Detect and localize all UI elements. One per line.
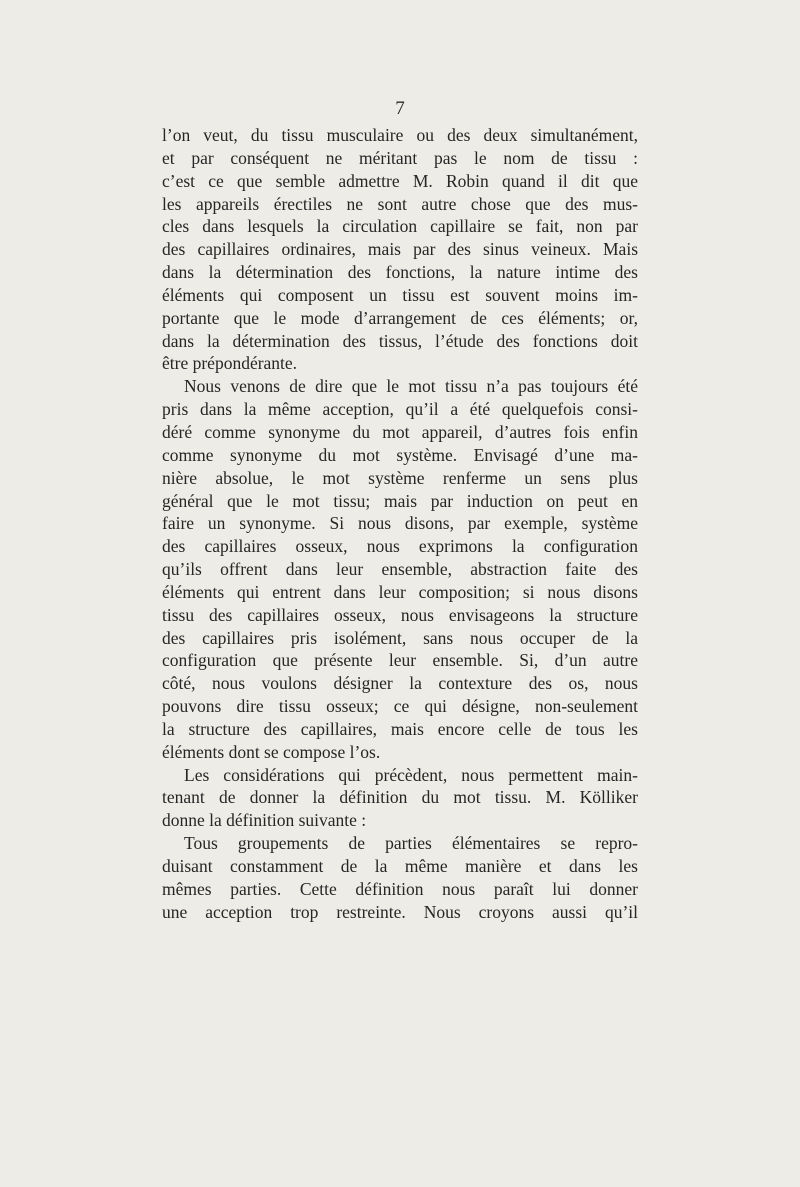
text-line: pris dans la même acception, qu’il a été quelquefois consi- [162, 399, 638, 420]
text-line: et par conséquent ne méritant pas le nom de tissu : [162, 147, 638, 168]
text-line: éléments qui composent un tissu est souvent moins im- [162, 284, 638, 305]
text-line: duisant constamment de la même manière et dans les [162, 856, 638, 876]
text-line: cles dans lesquels la circulation capillaire se fait, non par [162, 216, 638, 237]
text-line: des capillaires ordinaires, mais par des sinus veineux. Mais [162, 239, 638, 260]
text-line: comme synonyme du mot système. Envisagé d’une ma- [162, 444, 638, 465]
text-line: une acception trop restreinte. Nous croyons aussi qu’il [162, 901, 638, 922]
text-line: portante que le mode d’arrangement de ces éléments; or, [162, 307, 638, 328]
text-line: déré comme synonyme du mot appareil, d’autres fois enfin [162, 421, 638, 442]
text-line: des capillaires pris isolément, sans nous occuper de la [162, 627, 638, 648]
text-line: faire un synonyme. Si nous disons, par exemple, système [162, 513, 638, 534]
text-line: l’on veut, du tissu musculaire ou des deux simultanément, [162, 125, 638, 145]
page-number: 7 [395, 98, 405, 119]
text-line: éléments qui entrent dans leur composition; si nous disons [162, 581, 638, 602]
text-line: mêmes parties. Cette définition nous paraît lui donner [162, 878, 638, 899]
text-line: Les considérations qui précèdent, nous permettent main- [184, 764, 638, 785]
text-line: c’est ce que semble admettre M. Robin quand il dit que [162, 170, 638, 191]
text-line: côté, nous voulons désigner la contexture des os, nous [162, 673, 638, 694]
text-line: nière absolue, le mot système renferme un sens plus [162, 467, 638, 488]
text-line: configuration que présente leur ensemble. Si, d’un autre [162, 650, 638, 671]
body-text [162, 124, 638, 924]
text-line: la structure des capillaires, mais encore celle de tous les [162, 718, 638, 739]
text-line: dans la détermination des tissus, l’étude des fonctions doit [162, 330, 638, 351]
text-line: être prépondérante. [162, 353, 298, 374]
text-line: les appareils érectiles ne sont autre chose que des mus- [162, 193, 638, 214]
text-line: qu’ils offrent dans leur ensemble, abstraction faite des [162, 559, 638, 580]
text-line: donne la définition suivante : [162, 810, 367, 831]
text-line: tissu des capillaires osseux, nous envisageons la structure [162, 604, 638, 625]
text-line: Nous venons de dire que le mot tissu n’a pas toujours été [184, 376, 638, 397]
text-line: général que le mot tissu; mais par induction on peut en [162, 490, 638, 511]
text-line: des capillaires osseux, nous exprimons la configuration [162, 536, 638, 557]
text-line: Tous groupements de parties élémentaires se repro- [184, 833, 638, 854]
text-line: tenant de donner la définition du mot tissu. M. Kölliker [162, 787, 638, 808]
text-line: dans la détermination des fonctions, la nature intime des [162, 262, 638, 283]
text-line: pouvons dire tissu osseux; ce qui désigne, non-seulement [162, 696, 638, 717]
text-line: éléments dont se compose l’os. [162, 741, 381, 762]
